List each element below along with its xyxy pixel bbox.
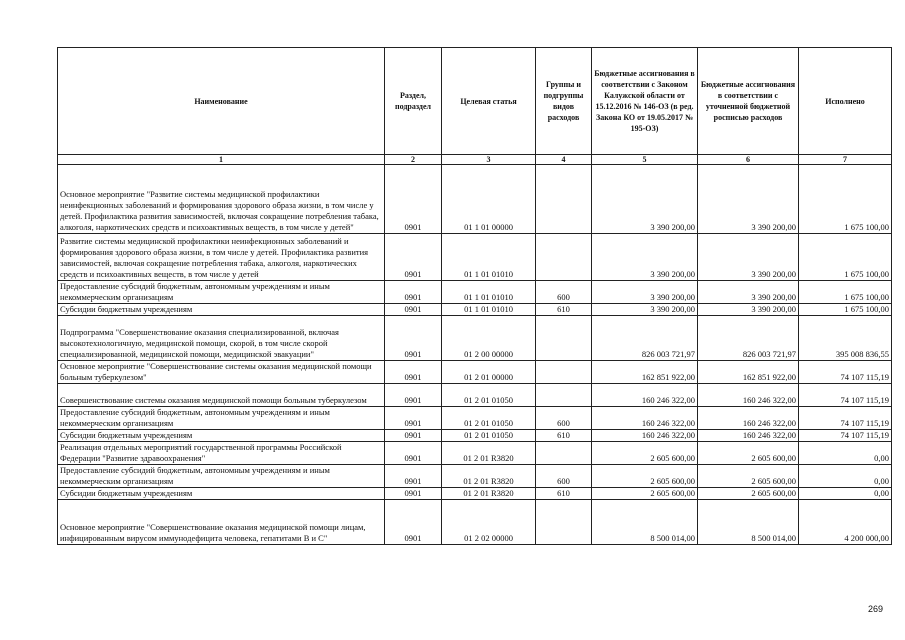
row-plan-cell: 162 851 922,00 <box>592 361 698 384</box>
row-group-cell: 600 <box>536 407 592 430</box>
row-executed-cell: 1 675 100,00 <box>799 165 892 234</box>
table-row <box>58 281 892 304</box>
row-article-cell: 01 1 01 01010 <box>442 234 536 281</box>
row-plan-cell: 3 390 200,00 <box>592 165 698 234</box>
row-group-cell <box>536 500 592 545</box>
table-row <box>58 234 892 281</box>
row-group-cell <box>536 165 592 234</box>
row-razdel-cell: 0901 <box>385 430 442 442</box>
row-refined-cell: 3 390 200,00 <box>698 281 799 304</box>
row-name-cell: Предоставление субсидий бюджетным, автономным учреждениям и иным некоммерческим организациям <box>58 465 385 488</box>
row-plan-cell: 160 246 322,00 <box>592 430 698 442</box>
row-name-cell: Основное мероприятие "Совершенствование оказания медицинской помощи лицам, инфицированным вирусом иммунодефицита человека, гепатитами B и C" <box>58 500 385 545</box>
row-razdel-cell: 0901 <box>385 361 442 384</box>
row-name-cell: Субсидии бюджетным учреждениям <box>58 430 385 442</box>
row-executed-cell: 1 675 100,00 <box>799 234 892 281</box>
row-article-cell: 01 2 01 01050 <box>442 407 536 430</box>
table-row <box>58 165 892 234</box>
row-executed-cell: 74 107 115,19 <box>799 430 892 442</box>
table-row <box>58 500 892 545</box>
column-header-article: Целевая статья <box>442 48 536 155</box>
row-razdel-cell: 0901 <box>385 304 442 316</box>
row-executed-cell: 395 008 836,55 <box>799 316 892 361</box>
row-article-cell: 01 1 01 01010 <box>442 281 536 304</box>
row-razdel-cell: 0901 <box>385 407 442 430</box>
row-plan-cell: 2 605 600,00 <box>592 442 698 465</box>
row-article-cell: 01 2 01 R3820 <box>442 488 536 500</box>
table-row <box>58 488 892 500</box>
row-refined-cell: 160 246 322,00 <box>698 384 799 407</box>
row-plan-cell: 826 003 721,97 <box>592 316 698 361</box>
row-executed-cell: 4 200 000,00 <box>799 500 892 545</box>
column-number: 7 <box>799 155 892 165</box>
row-razdel-cell: 0901 <box>385 234 442 281</box>
row-name-cell: Предоставление субсидий бюджетным, автономным учреждениям и иным некоммерческим организациям <box>58 407 385 430</box>
row-executed-cell: 0,00 <box>799 465 892 488</box>
column-number: 3 <box>442 155 536 165</box>
column-header-group: Группы и подгруппы видов расходов <box>536 48 592 155</box>
row-refined-cell: 2 605 600,00 <box>698 465 799 488</box>
header-row <box>58 48 892 155</box>
row-executed-cell: 0,00 <box>799 488 892 500</box>
row-name-cell: Субсидии бюджетным учреждениям <box>58 304 385 316</box>
row-plan-cell: 8 500 014,00 <box>592 500 698 545</box>
row-article-cell: 01 1 01 00000 <box>442 165 536 234</box>
row-refined-cell: 162 851 922,00 <box>698 361 799 384</box>
row-plan-cell: 3 390 200,00 <box>592 234 698 281</box>
row-article-cell: 01 2 01 R3820 <box>442 442 536 465</box>
row-plan-cell: 3 390 200,00 <box>592 304 698 316</box>
row-group-cell: 600 <box>536 281 592 304</box>
row-refined-cell: 3 390 200,00 <box>698 304 799 316</box>
row-plan-cell: 2 605 600,00 <box>592 488 698 500</box>
row-article-cell: 01 2 02 00000 <box>442 500 536 545</box>
row-plan-cell: 160 246 322,00 <box>592 407 698 430</box>
table-row <box>58 465 892 488</box>
row-razdel-cell: 0901 <box>385 281 442 304</box>
row-refined-cell: 160 246 322,00 <box>698 407 799 430</box>
row-plan-cell: 3 390 200,00 <box>592 281 698 304</box>
row-group-cell <box>536 361 592 384</box>
table-row <box>58 384 892 407</box>
row-article-cell: 01 2 01 R3820 <box>442 465 536 488</box>
row-group-cell: 600 <box>536 465 592 488</box>
row-article-cell: 01 2 00 00000 <box>442 316 536 361</box>
row-refined-cell: 3 390 200,00 <box>698 234 799 281</box>
table-row <box>58 316 892 361</box>
column-number: 4 <box>536 155 592 165</box>
row-refined-cell: 2 605 600,00 <box>698 488 799 500</box>
row-refined-cell: 8 500 014,00 <box>698 500 799 545</box>
row-group-cell <box>536 384 592 407</box>
row-refined-cell: 3 390 200,00 <box>698 165 799 234</box>
row-executed-cell: 1 675 100,00 <box>799 304 892 316</box>
row-razdel-cell: 0901 <box>385 316 442 361</box>
table-row <box>58 430 892 442</box>
column-number: 5 <box>592 155 698 165</box>
row-razdel-cell: 0901 <box>385 500 442 545</box>
row-name-cell: Подпрограмма "Совершенствование оказания специализированной, включая высокотехнологичную, медицинской помощи, скорой, в том числе скорой специализированной, медицинской помощи, медицинской эвакуации" <box>58 316 385 361</box>
table-row <box>58 407 892 430</box>
column-header-refined: Бюджетные ассигнования в соответствии с уточненной бюджетной росписью расходов <box>698 48 799 155</box>
column-header-executed: Исполнено <box>799 48 892 155</box>
row-razdel-cell: 0901 <box>385 384 442 407</box>
row-executed-cell: 1 675 100,00 <box>799 281 892 304</box>
row-group-cell <box>536 442 592 465</box>
row-executed-cell: 74 107 115,19 <box>799 384 892 407</box>
table-row <box>58 442 892 465</box>
row-razdel-cell: 0901 <box>385 465 442 488</box>
row-group-cell <box>536 316 592 361</box>
row-group-cell: 610 <box>536 304 592 316</box>
page-number: 269 <box>868 604 884 614</box>
column-number: 1 <box>58 155 385 165</box>
row-name-cell: Субсидии бюджетным учреждениям <box>58 488 385 500</box>
column-number: 2 <box>385 155 442 165</box>
row-razdel-cell: 0901 <box>385 488 442 500</box>
row-name-cell: Реализация отдельных мероприятий государственной программы Российской Федерации "Развитие здравоохранения" <box>58 442 385 465</box>
table-row <box>58 361 892 384</box>
row-name-cell: Развитие системы медицинской профилактики неинфекционных заболеваний и формирования здорового образа жизни, в том числе у детей. Профилактика развития зависимостей, включая сокращение потребления табака, алкоголя, наркотических средств и психоактивных веществ, в том числе у детей <box>58 234 385 281</box>
row-executed-cell: 74 107 115,19 <box>799 361 892 384</box>
row-razdel-cell: 0901 <box>385 165 442 234</box>
row-plan-cell: 2 605 600,00 <box>592 465 698 488</box>
column-header-razdel: Раздел, подраздел <box>385 48 442 155</box>
row-name-cell: Предоставление субсидий бюджетным, автономным учреждениям и иным некоммерческим организациям <box>58 281 385 304</box>
row-article-cell: 01 1 01 01010 <box>442 304 536 316</box>
row-article-cell: 01 2 01 00000 <box>442 361 536 384</box>
row-executed-cell: 0,00 <box>799 442 892 465</box>
column-number-row <box>58 155 892 165</box>
column-header-plan: Бюджетные ассигнования в соответствии с Законом Калужской области от 15.12.2016 № 146-ОЗ (в ред. Закона КО от 19.05.2017 № 195-ОЗ) <box>592 48 698 155</box>
row-refined-cell: 2 605 600,00 <box>698 442 799 465</box>
row-razdel-cell: 0901 <box>385 442 442 465</box>
row-name-cell: Основное мероприятие "Развитие системы медицинской профилактики неинфекционных заболеваний и формирования здорового образа жизни, в том числе у детей. Профилактика развития зависимостей, включая сокращение потребления табака, алкоголя, наркотических средств и психоактивных веществ, в том числе у детей" <box>58 165 385 234</box>
row-group-cell <box>536 234 592 281</box>
row-article-cell: 01 2 01 01050 <box>442 430 536 442</box>
column-header-name: Наименование <box>58 48 385 155</box>
row-name-cell: Совершенствование системы оказания медицинской помощи больным туберкулезом <box>58 384 385 407</box>
row-group-cell: 610 <box>536 488 592 500</box>
row-refined-cell: 160 246 322,00 <box>698 430 799 442</box>
row-plan-cell: 160 246 322,00 <box>592 384 698 407</box>
row-executed-cell: 74 107 115,19 <box>799 407 892 430</box>
row-group-cell: 610 <box>536 430 592 442</box>
row-name-cell: Основное мероприятие "Совершенствование системы оказания медицинской помощи больным туберкулезом" <box>58 361 385 384</box>
row-article-cell: 01 2 01 01050 <box>442 384 536 407</box>
row-refined-cell: 826 003 721,97 <box>698 316 799 361</box>
table-row <box>58 304 892 316</box>
budget-table <box>57 47 892 545</box>
column-number: 6 <box>698 155 799 165</box>
